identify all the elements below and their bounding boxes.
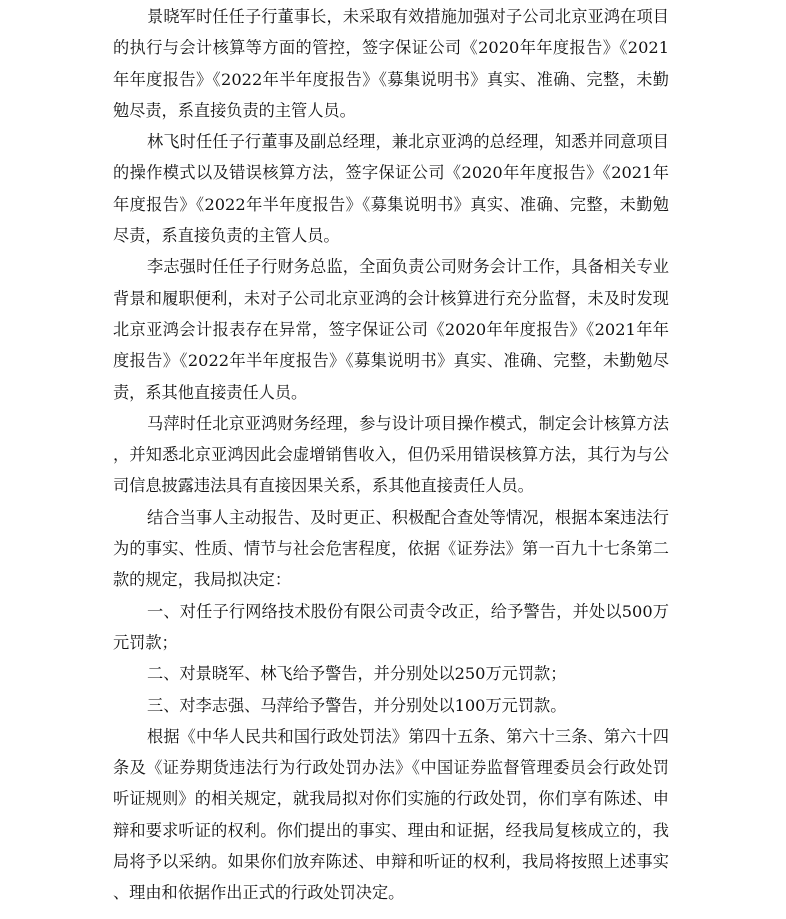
decision-item-2: 二、对景晓军、林飞给予警告，并分别处以250万元罚款； (147, 664, 567, 684)
paragraph-li-zhiqiang-responsibility: 李志强时任任子行财务总监，全面负责公司财务会计工作，具备相关专业背景和履职便利，未对子公司北京亚鸿的会计核算进行充分监督，未及时发现北京亚鸿会计报表存在异常，签字保证公司《2020年年度报告》《2021年年度报告》《2022年半年度报告》《募集说明书》真实、准确、完整，未勤勉尽责，系其他直接责任人员。 (113, 257, 669, 402)
paragraph-ma-ping-responsibility: 马萍时任北京亚鸿财务经理，参与设计项目操作模式，制定会计核算方法，并知悉北京亚鸿因此会虚增销售收入，但仍采用错误核算方法，其行为与公司信息披露违法具有直接因果关系，系其他直接责任人员。 (113, 413, 669, 496)
paragraph-jing-xiaojun-responsibility: 景晓军时任任子行董事长，未采取有效措施加强对子公司北京亚鸿在项目的执行与会计核算等方面的管控，签字保证公司《2020年年度报告》《2021年年度报告》《2022年半年度报告》《募集说明书》真实、准确、完整，未勤勉尽责，系直接负责的主管人员。 (113, 7, 669, 120)
paragraph-rights-notice: 根据《中华人民共和国行政处罚法》第四十五条、第六十三条、第六十四条及《证券期货违法行为行政处罚办法》《中国证券监督管理委员会行政处罚听证规则》的相关规定，就我局拟对你们实施的行政处罚，你们享有陈述、申辩和要求听证的权利。你们提出的事实、理由和证据，经我局复核成立的，我局将予以采纳。如果你们放弃陈述、申辩和听证的权利，我局将按照上述事实、理由和依据作出正式的行政处罚决定。 (113, 726, 669, 903)
decision-item-1: 一、对任子行网络技术股份有限公司责令改正，给予警告，并处以500万元罚款； (113, 601, 669, 652)
decision-item-3: 三、对李志强、马萍给予警告，并分别处以100万元罚款。 (147, 695, 567, 715)
paragraph-lin-fei-responsibility: 林飞时任任子行董事及副总经理，兼北京亚鸿的总经理，知悉并同意项目的操作模式以及错误核算方法，签字保证公司《2020年年度报告》《2021年年度报告》《2022年半年度报告》《募集说明书》真实、准确、完整，未勤勉尽责，系直接负责的主管人员。 (113, 132, 669, 246)
document-page (113, 1, 669, 909)
paragraph-decision-basis: 结合当事人主动报告、及时更正、积极配合查处等情况，根据本案违法行为的事实、性质、情节与社会危害程度，依据《证券法》第一百九十七条第二款的规定，我局拟决定： (113, 507, 669, 590)
